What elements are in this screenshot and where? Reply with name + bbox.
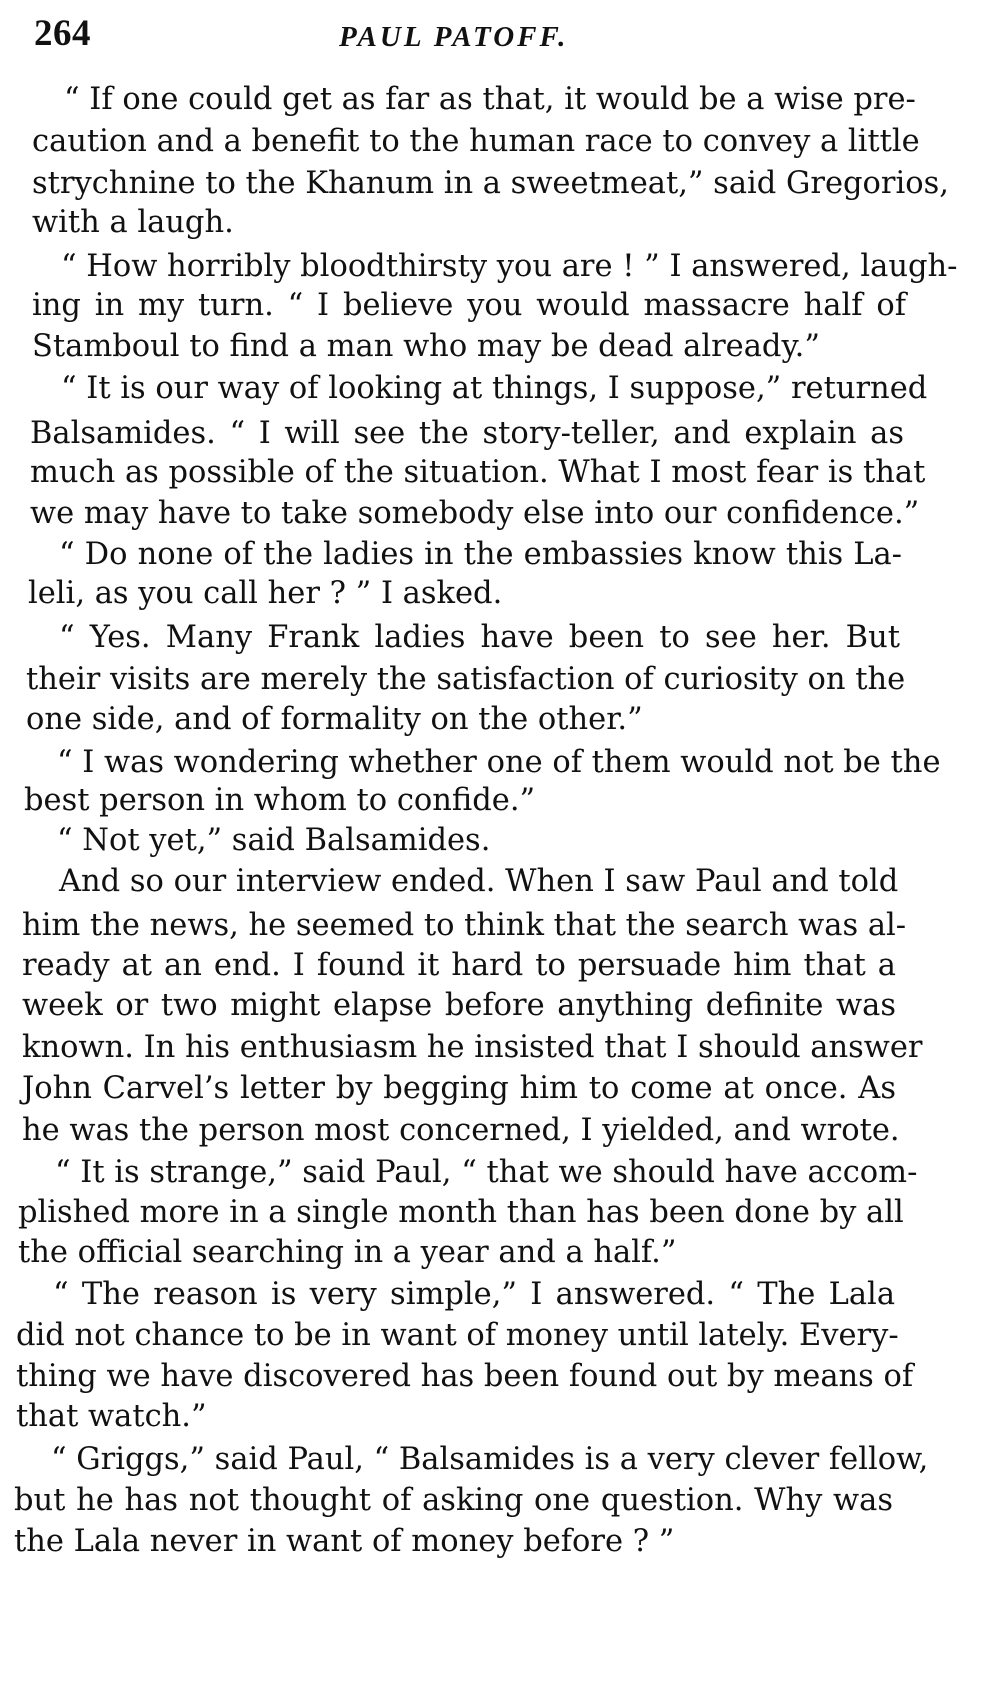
text-line: week or two might elapse before anything definite was bbox=[22, 988, 896, 1023]
page-header bbox=[34, 12, 910, 60]
text-line: their visits are merely the satisfaction of curiosity on the bbox=[26, 662, 906, 697]
text-line: we may have to take somebody else into our confidence.” bbox=[30, 496, 920, 531]
text-line: Stamboul to find a man who may be dead already.” bbox=[32, 329, 820, 364]
text-line: ing in my turn. “ I believe you would massacre half of bbox=[32, 288, 906, 323]
text-line: best person in whom to confide.” bbox=[24, 783, 536, 818]
text-line: “ It is our way of looking at things, I suppose,” returned bbox=[61, 371, 928, 406]
text-line: “ I was wondering whether one of them would not be the bbox=[57, 745, 941, 780]
text-line: ready at an end. I found it hard to persuade him that a bbox=[22, 948, 896, 983]
text-line: he was the person most concerned, I yielded, and wrote. bbox=[22, 1113, 900, 1148]
text-line: that watch.” bbox=[16, 1399, 207, 1434]
text-line: “ The reason is very simple,” I answered. “ The Lala bbox=[53, 1277, 895, 1312]
text-line: “ Do none of the ladies in the embassies know this La- bbox=[59, 537, 902, 572]
text-line: much as possible of the situation. What I most fear is that bbox=[30, 455, 926, 490]
text-line: “ How horribly bloodthirsty you are ! ” I answered, laugh- bbox=[61, 249, 958, 284]
running-head: PAUL PATOFF. bbox=[339, 21, 569, 53]
text-line: “ Griggs,” said Paul, “ Balsamides is a very clever fellow, bbox=[51, 1442, 929, 1477]
text-line: one side, and of formality on the other.” bbox=[26, 702, 643, 737]
page-number: 264 bbox=[34, 13, 91, 54]
body-text bbox=[14, 80, 958, 1680]
text-line: caution and a benefit to the human race to convey a little bbox=[32, 124, 920, 159]
text-line: Balsamides. “ I will see the story-teller, and explain as bbox=[30, 416, 904, 451]
text-line: plished more in a single month than has been done by all bbox=[18, 1195, 904, 1230]
text-line: the Lala never in want of money before ? ” bbox=[14, 1524, 675, 1559]
text-line: And so our interview ended. When I saw Paul and told bbox=[59, 864, 899, 899]
text-line: “ It is strange,” said Paul, “ that we should have accom- bbox=[55, 1155, 918, 1190]
text-line: “ Not yet,” said Balsamides. bbox=[57, 823, 491, 858]
text-line: “ If one could get as far as that, it would be a wise pre- bbox=[64, 82, 916, 117]
text-line: but he has not thought of asking one question. Why was bbox=[14, 1483, 893, 1518]
text-line: John Carvel’s letter by begging him to come at once. As bbox=[22, 1071, 896, 1106]
text-line: known. In his enthusiasm he insisted that I should answer bbox=[22, 1030, 923, 1065]
text-line: “ Yes. Many Frank ladies have been to see her. But bbox=[59, 620, 900, 655]
text-line: him the news, he seemed to think that the search was al- bbox=[22, 908, 907, 943]
text-line: leli, as you call her ? ” I asked. bbox=[28, 576, 503, 611]
text-line: thing we have discovered has been found out by means of bbox=[16, 1359, 914, 1394]
text-line: did not chance to be in want of money until lately. Every- bbox=[16, 1318, 899, 1353]
text-line: with a laugh. bbox=[32, 205, 234, 240]
text-line: strychnine to the Khanum in a sweetmeat,” said Gregorios, bbox=[32, 166, 949, 201]
text-line: the official searching in a year and a half.” bbox=[18, 1235, 677, 1270]
